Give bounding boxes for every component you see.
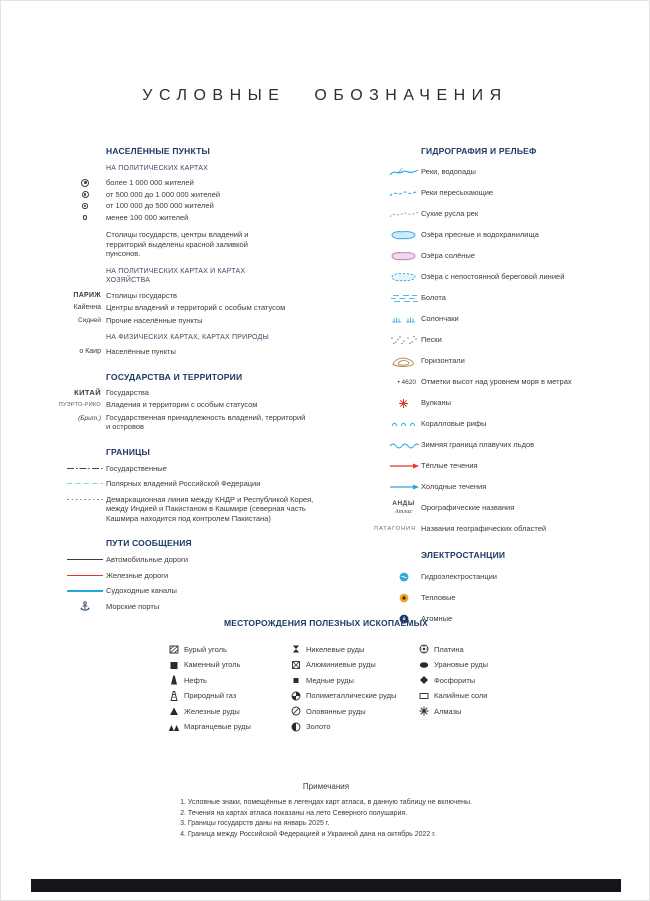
footer-bar (31, 879, 621, 892)
left-column (58, 146, 352, 613)
states-header: ГОСУДАРСТВА И ТЕРРИТОРИИ (106, 371, 243, 382)
legend-item: Природный газ (167, 690, 285, 702)
legend-item: Атомные (386, 611, 618, 627)
legend-item: Реки пересыхающие (386, 185, 618, 201)
legend-item: КИТАЙ Государства (74, 387, 149, 397)
note-line: 2. Течения на картах атласа показаны на лето Северного полушария. (180, 809, 408, 817)
swamp-icon (389, 292, 419, 304)
legend-item: от 100 000 до 500 000 жителей (64, 201, 352, 211)
legend-item: более 1 000 000 жителей (64, 178, 352, 188)
legend-item: менее 100 000 жителей (64, 213, 352, 223)
canal-line (67, 590, 103, 592)
uranium-ore-icon (418, 659, 430, 671)
country-name-sample: КИТАЙ (74, 387, 101, 397)
legend-item: Алюминиевые руды (289, 659, 419, 671)
manganese-ore-icon (168, 721, 180, 733)
physical-settlement-sample: о Каир (79, 348, 101, 356)
salt-marsh-icon (389, 313, 419, 325)
legend-item: Железные руды (167, 705, 285, 717)
notes-header: Примечания (302, 782, 350, 791)
note-line: 4. Граница между Российской Федерацией и Украиной дана на октябрь 2022 г. (180, 830, 436, 838)
nickel-ore-icon (290, 643, 302, 655)
ice-boundary-icon (389, 440, 419, 450)
section-states (58, 371, 352, 432)
volcano-icon (398, 398, 409, 409)
legend-item: Оловянные руды (289, 705, 419, 717)
aluminium-ore-icon (290, 659, 302, 671)
polymetal-ore-icon (290, 690, 302, 702)
legend-item: Холодные течения (386, 479, 618, 495)
copper-ore-icon (290, 674, 302, 686)
legend-item: Государственные (64, 464, 352, 474)
legend-item: Марганцевые руды (167, 721, 285, 733)
thermal-plant-icon (399, 593, 409, 603)
legend-item: Горизонтали (386, 353, 618, 369)
legend-item: Сухие русла рек (386, 206, 618, 222)
salt-lake-icon (389, 250, 419, 262)
legend-item: Тёплые течения (386, 458, 618, 474)
settlements-header: НАСЕЛЁННЫЕ ПУНКТЫ (106, 146, 211, 156)
section-minerals (1, 618, 650, 731)
legend-item: Каменный уголь (167, 659, 285, 671)
coral-reef-icon (389, 419, 419, 429)
legend-item: ПАТАГОНИЯ Названия географических областей (374, 524, 547, 534)
settlements-sub-political: НА ПОЛИТИЧЕСКИХ КАРТАХ (106, 165, 208, 172)
legend-item: Золото (289, 721, 419, 733)
section-settlements (64, 146, 352, 357)
oil-icon (168, 674, 180, 686)
anchor-icon (80, 601, 90, 613)
warm-current-icon (388, 461, 420, 471)
iron-ore-icon (168, 705, 180, 717)
routes-header: ПУТИ СООБЩЕНИЯ (106, 538, 192, 548)
legend-item: от 500 000 до 1 000 000 жителей (64, 190, 352, 200)
hard-coal-icon (168, 659, 180, 671)
city-circle-xl-icon (81, 179, 90, 188)
legend-item: Солончаки (386, 311, 618, 327)
variable-lake-icon (389, 271, 419, 283)
borders-header: ГРАНИЦЫ (106, 446, 151, 457)
minerals-column-2 (289, 643, 419, 736)
legend-item: Озёра с непостоянной береговой линией (386, 269, 618, 285)
natural-gas-icon (168, 690, 180, 702)
legend-item: Болота (386, 290, 618, 306)
legend-item: ПАРИЖ Столицы государств (73, 290, 177, 300)
platinum-icon (418, 643, 430, 655)
legend-item: АНДЫ Атлас Орографические названия (392, 500, 515, 515)
legend-item: Коралловые рифы (386, 416, 618, 432)
capitals-note: Столицы государств, центры владений и территорий выделены красной заливкой пунсонов. (106, 230, 249, 258)
legend-item: Кайенна Центры владений и территорий с особым статусом (73, 303, 286, 312)
note-line: 1. Условные знаки, помещённые в легендах карт атласа, в данную таблицу не включены. (180, 799, 472, 806)
orographic-name-sample: АНДЫ Атлас (392, 500, 415, 515)
region-name-sample: ПАТАГОНИЯ (374, 526, 416, 532)
legend-item: Демаркационная линия между КНДР и Республикой Корея, между Индией и Пакистаном в Кашмире (северная часть Кашмира находится под контролем Пакистана) (64, 495, 352, 524)
legend-item: Никелевые руды (289, 643, 419, 655)
hydro-plant-icon (399, 572, 409, 582)
sands-icon (389, 334, 419, 346)
legend-item: Фосфориты (417, 674, 532, 686)
polar-border-line (67, 483, 103, 484)
power-header: ЭЛЕКТРОСТАНЦИИ (421, 550, 506, 560)
territory-name-sample: ПУЭРТО-РИКО (58, 401, 101, 408)
contours-icon (390, 355, 418, 368)
legend-item: Озёра пресные и водохранилища (386, 227, 618, 243)
ownership-abbrev-sample: (Брит.) (78, 414, 101, 422)
section-borders (64, 447, 352, 524)
section-hydrography (374, 146, 618, 537)
legend-item: Нефть (167, 674, 285, 686)
legend-item: Озёра солёные (386, 248, 618, 264)
legend-item: Алмазы (417, 705, 532, 717)
railway-line (67, 575, 103, 577)
section-notes (1, 782, 650, 841)
legend-item: (Брит.) Государственная принадлежность владений, территорий и островов (78, 412, 306, 431)
right-column (374, 146, 618, 632)
legend-item: Бурый уголь (167, 643, 285, 655)
legend-item: Полярных владений Российской Федерации (64, 479, 352, 489)
city-circle-lg-icon (82, 191, 89, 198)
legend-item: Реки, водопады (386, 164, 618, 180)
city-circle-md-icon (82, 203, 88, 209)
gold-icon (290, 721, 302, 733)
legend-item: Гидроэлектростанции (386, 569, 618, 585)
hydrography-header: ГИДРОГРАФИЯ И РЕЛЬЕФ (421, 146, 537, 156)
section-power-plants (386, 550, 618, 627)
legend-item: Железные дороги (64, 571, 352, 581)
legend-item: Платина (417, 643, 532, 655)
elevation-mark-icon: • 4620 (397, 378, 416, 386)
legend-item: Тепловые (386, 590, 618, 606)
legend-item: Пески (386, 332, 618, 348)
legend-item: Зимняя граница плавучих льдов (386, 437, 618, 453)
page-title: УСЛОВНЫЕ ОБОЗНАЧЕНИЯ (142, 87, 508, 104)
phosphorite-icon (418, 674, 430, 686)
minerals-header: МЕСТОРОЖДЕНИЯ ПОЛЕЗНЫХ ИСКОПАЕМЫХ (223, 618, 429, 628)
note-line: 3. Границы государств даны на январь 2025 г. (180, 820, 330, 827)
legend-item: Автомобильные дороги (64, 555, 352, 565)
legend-item: Полиметаллические руды (289, 690, 419, 702)
legend-item: о Каир Населённые пункты (79, 347, 176, 356)
legend-item: Морские порты (64, 601, 352, 613)
potassium-salt-icon (418, 690, 430, 702)
legend-item: Сидней Прочие населённые пункты (78, 315, 203, 325)
settlements-sub-physical: НА ФИЗИЧЕСКИХ КАРТАХ, КАРТАХ ПРИРОДЫ (106, 334, 269, 341)
city-circle-sm-icon (83, 215, 88, 220)
brown-coal-icon (168, 643, 180, 655)
legend-item: Медные руды (289, 674, 419, 686)
notes-list (180, 798, 472, 840)
cold-current-icon (388, 482, 420, 492)
intermittent-river-icon (389, 187, 419, 199)
legend-item: Калийные соли (417, 690, 532, 702)
territory-center-name-sample: Кайенна (73, 304, 101, 312)
capital-name-sample: ПАРИЖ (73, 291, 101, 299)
minerals-column-1 (167, 643, 285, 736)
legend-item: • 4620 Отметки высот над уровнем моря в метрах (397, 377, 572, 387)
demarcation-line (67, 499, 103, 500)
legend-item: Вулканы (386, 395, 618, 411)
fresh-lake-icon (389, 229, 419, 241)
section-routes (64, 538, 352, 613)
state-border-line (67, 468, 103, 469)
tin-ore-icon (290, 705, 302, 717)
diamond-icon (418, 705, 430, 717)
settlements-sub-economic: НА ПОЛИТИЧЕСКИХ КАРТАХ И КАРТАХ ХОЗЯЙСТВА (106, 267, 246, 284)
dry-riverbed-icon (389, 208, 419, 220)
river-icon (389, 166, 419, 178)
road-line (67, 559, 103, 560)
legend-item: Судоходные каналы (64, 586, 352, 596)
other-settlement-name-sample: Сидней (78, 316, 101, 324)
legend-item: Урановые руды (417, 659, 532, 671)
legend-item: ПУЭРТО-РИКО Владения и территории с особым статусом (58, 400, 258, 409)
minerals-column-3 (417, 643, 532, 721)
